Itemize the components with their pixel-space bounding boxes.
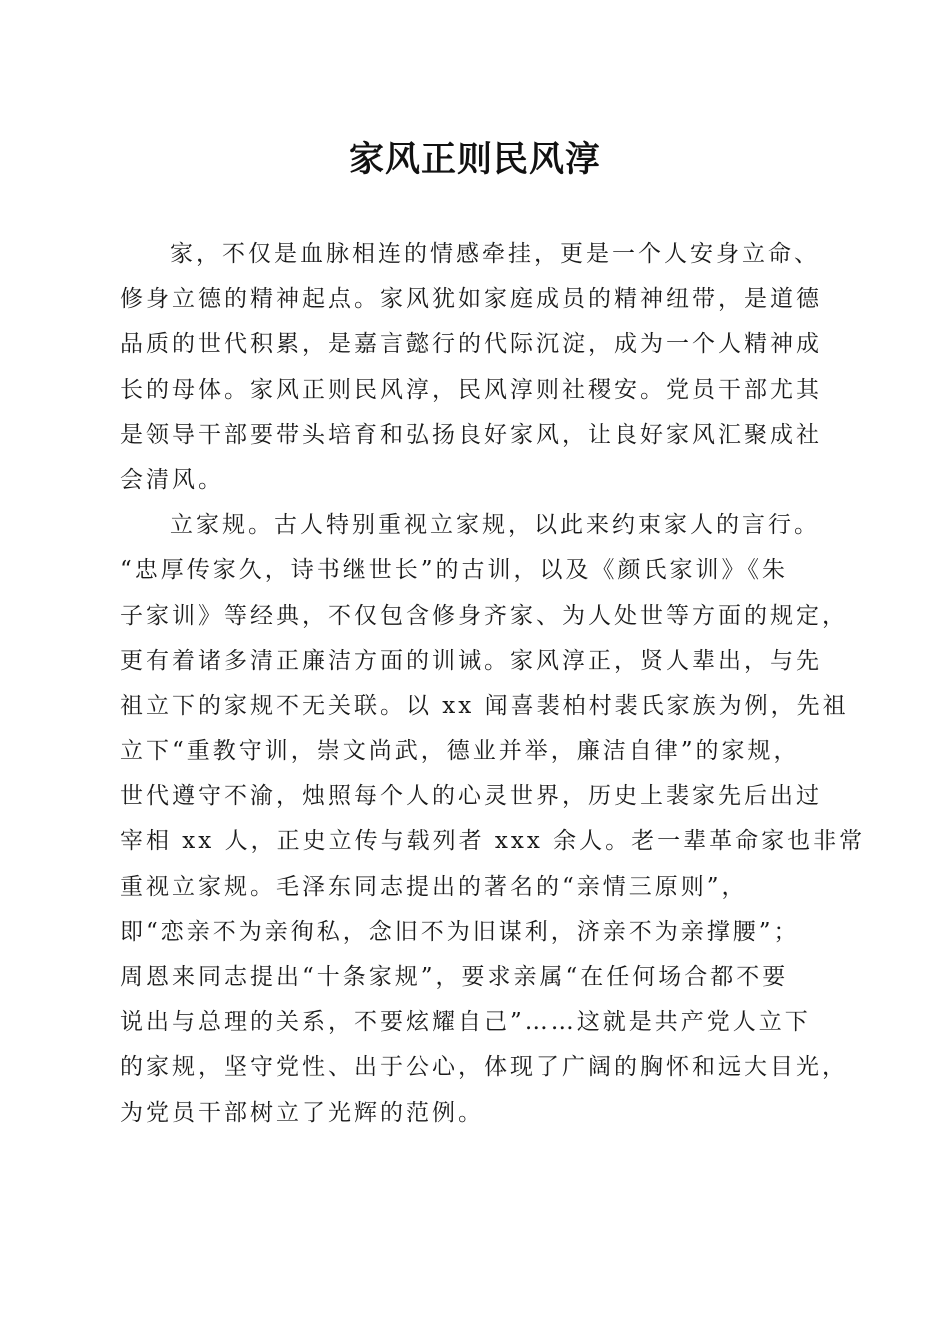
paragraph-line: 即“恋亲不为亲徇私，念旧不为旧谋利，济亲不为亲撑腰”； xyxy=(120,918,800,945)
paragraph-line: 品质的世代积累，是嘉言懿行的代际沉淀，成为一个人精神成 xyxy=(120,331,822,358)
paragraph-line: 的家规，坚守党性、出于公心，体现了广阔的胸怀和远大目光， xyxy=(120,1054,848,1081)
paragraph-2 xyxy=(120,503,866,1136)
paragraph-line: 是领导干部要带头培育和弘扬良好家风，让良好家风汇聚成社 xyxy=(120,421,822,448)
paragraph-line: 立家规。古人特别重视立家规，以此来约束家人的言行。 xyxy=(170,512,820,539)
document-title: 家风正则民风淳 xyxy=(348,139,601,180)
paragraph-line: 立下“重教守训，崇文尚武，德业并举，廉洁自律”的家规， xyxy=(120,738,800,765)
document-body xyxy=(120,232,866,1136)
paragraph-line: 祖立下的家规不无关联。以 xx 闻喜裴柏村裴氏家族为例，先祖 xyxy=(120,692,849,719)
paragraph-line: 家，不仅是血脉相连的情感牵挂，更是一个人安身立命、 xyxy=(170,241,820,267)
paragraph-line: 长的母体。家风正则民风淳，民风淳则社稷安。党员干部尤其 xyxy=(120,376,822,403)
paragraph-line: 宰相 xx 人，正史立传与载列者 xxx 余人。老一辈革命家也非常 xyxy=(120,828,866,855)
paragraph-line: 周恩来同志提出“十条家规”，要求亲属“在任何场合都不要 xyxy=(120,964,789,990)
paragraph-line: “忠厚传家久，诗书继世长”的古训，以及《颜氏家训》《朱 xyxy=(120,557,789,584)
paragraph-1 xyxy=(120,232,834,503)
paragraph-line: 子家训》等经典，不仅包含修身齐家、为人处世等方面的规定， xyxy=(120,602,848,629)
paragraph-line: 更有着诸多清正廉洁方面的训诫。家风淳正，贤人辈出，与先 xyxy=(120,647,822,674)
paragraph-line: 世代遵守不渝，烛照每个人的心灵世界，历史上裴家先后出过 xyxy=(120,783,822,810)
paragraph-line: 会清风。 xyxy=(120,466,224,493)
paragraph-line: 为党员干部树立了光辉的范例。 xyxy=(120,1099,484,1126)
paragraph-line: 重视立家规。毛泽东同志提出的著名的“亲情三原则”， xyxy=(120,873,748,900)
paragraph-line: 修身立德的精神起点。家风犹如家庭成员的精神纽带，是道德 xyxy=(120,286,822,313)
paragraph-line: 说出与总理的关系，不要炫耀自己”……这就是共产党人立下 xyxy=(120,1009,811,1036)
